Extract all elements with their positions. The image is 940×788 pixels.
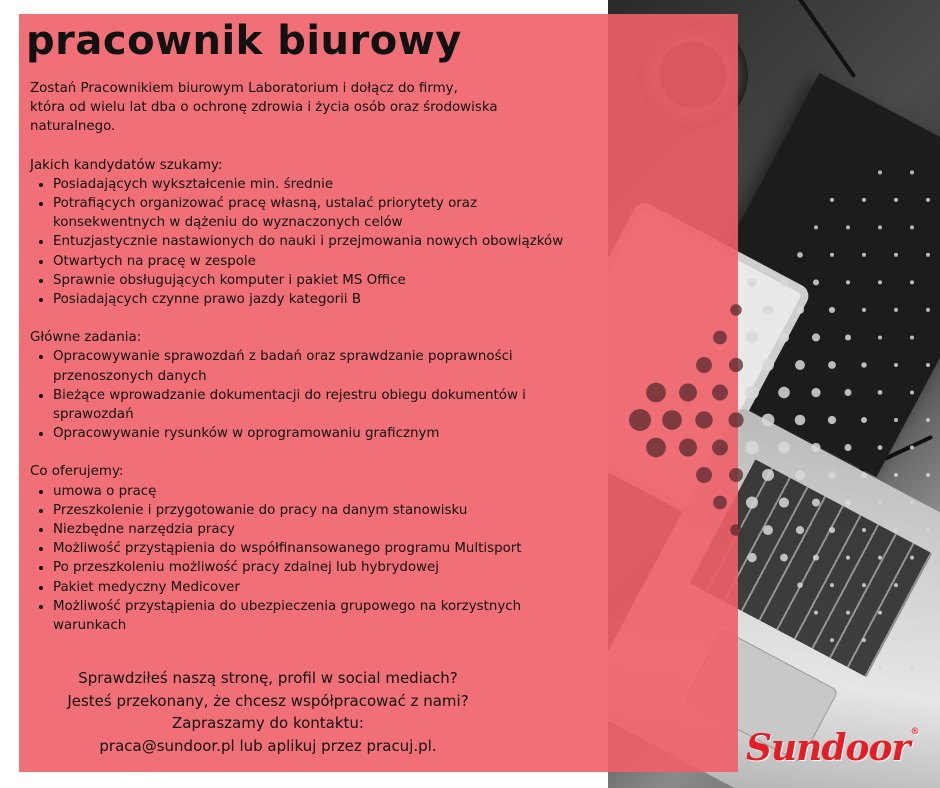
candidates-list — [30, 175, 590, 309]
list-item: • Możliwość przystąpienia do ubezpieczenia grupowego na korzystnych warunkach — [53, 597, 590, 635]
contact-email[interactable]: praca@sundoor.pl lub aplikuj przez pracuj.pl. — [99, 736, 437, 755]
sundoor-logo — [746, 727, 919, 769]
list-item: • Sprawnie obsługujących komputer i pakiet MS Office — [53, 271, 590, 290]
intro-line: naturalnego. — [30, 119, 116, 135]
list-item: • Przeszkolenie i przygotowanie do pracy na danym stanowisku — [53, 501, 590, 520]
intro-line: Zostań Pracownikiem biurowym Laboratorium i dołącz do firmy, — [30, 81, 458, 96]
closing-line: Zapraszamy do kontaktu: — [172, 714, 364, 732]
list-item: • Entuzjastycznie nastawionych do nauki i przejmowania nowych obowiązków — [53, 232, 590, 251]
intro-line: która od wielu lat dba o ochronę zdrowia i życia osób oraz środowiska — [30, 100, 498, 116]
tasks-heading: Główne zadania: — [30, 330, 142, 346]
list-item: • Posiadających czynne prawo jazdy kategorii B — [53, 290, 590, 309]
registered-mark: ® — [910, 727, 919, 737]
page-title: pracownik biurowy — [26, 18, 462, 64]
logo-text: Sundoor — [746, 727, 910, 769]
list-item: • Bieżące wprowadzanie dokumentacji do rejestru obiegu dokumentów i sprawozdań — [53, 386, 590, 424]
list-item: • Potrafiących organizować pracę własną, ustalać priorytety oraz konsekwentnych w dążeniu do wyznaczonych celów — [53, 194, 590, 232]
list-item: • Opracowywanie sprawozdań z badań oraz sprawdzanie poprawności przenoszonych danych — [53, 347, 590, 385]
list-item: • Posiadających wykształcenie min. średnie — [53, 175, 590, 194]
job-description — [30, 79, 590, 635]
tasks-list — [30, 347, 590, 443]
list-item: • Niezbędne narzędzia pracy — [53, 520, 590, 539]
list-item: • Pakiet medyczny Medicover — [53, 578, 590, 597]
list-item: • Możliwość przystąpienia do współfinansowanego programu Multisport — [53, 539, 590, 558]
closing-line: Sprawdziłeś naszą stronę, profil w social mediach? — [78, 669, 458, 687]
list-item: • Opracowywanie rysunków w oprogramowaniu graficznym — [53, 424, 590, 443]
offer-list — [30, 482, 590, 636]
closing-line: Jesteś przekonany, że chcesz współpracować z nami? — [67, 691, 469, 710]
contact-call-to-action — [30, 667, 506, 757]
list-item: • Po przeszkoleniu możliwość pracy zdalnej lub hybrydowej — [53, 558, 590, 577]
list-item: • Otwartych na pracę w zespole — [53, 252, 590, 271]
pen-image — [790, 0, 856, 78]
candidates-heading: Jakich kandydatów szukamy: — [30, 157, 223, 173]
intro-text — [30, 79, 590, 137]
list-item: • umowa o pracę — [53, 482, 590, 501]
offer-heading: Co oferujemy: — [30, 464, 124, 480]
